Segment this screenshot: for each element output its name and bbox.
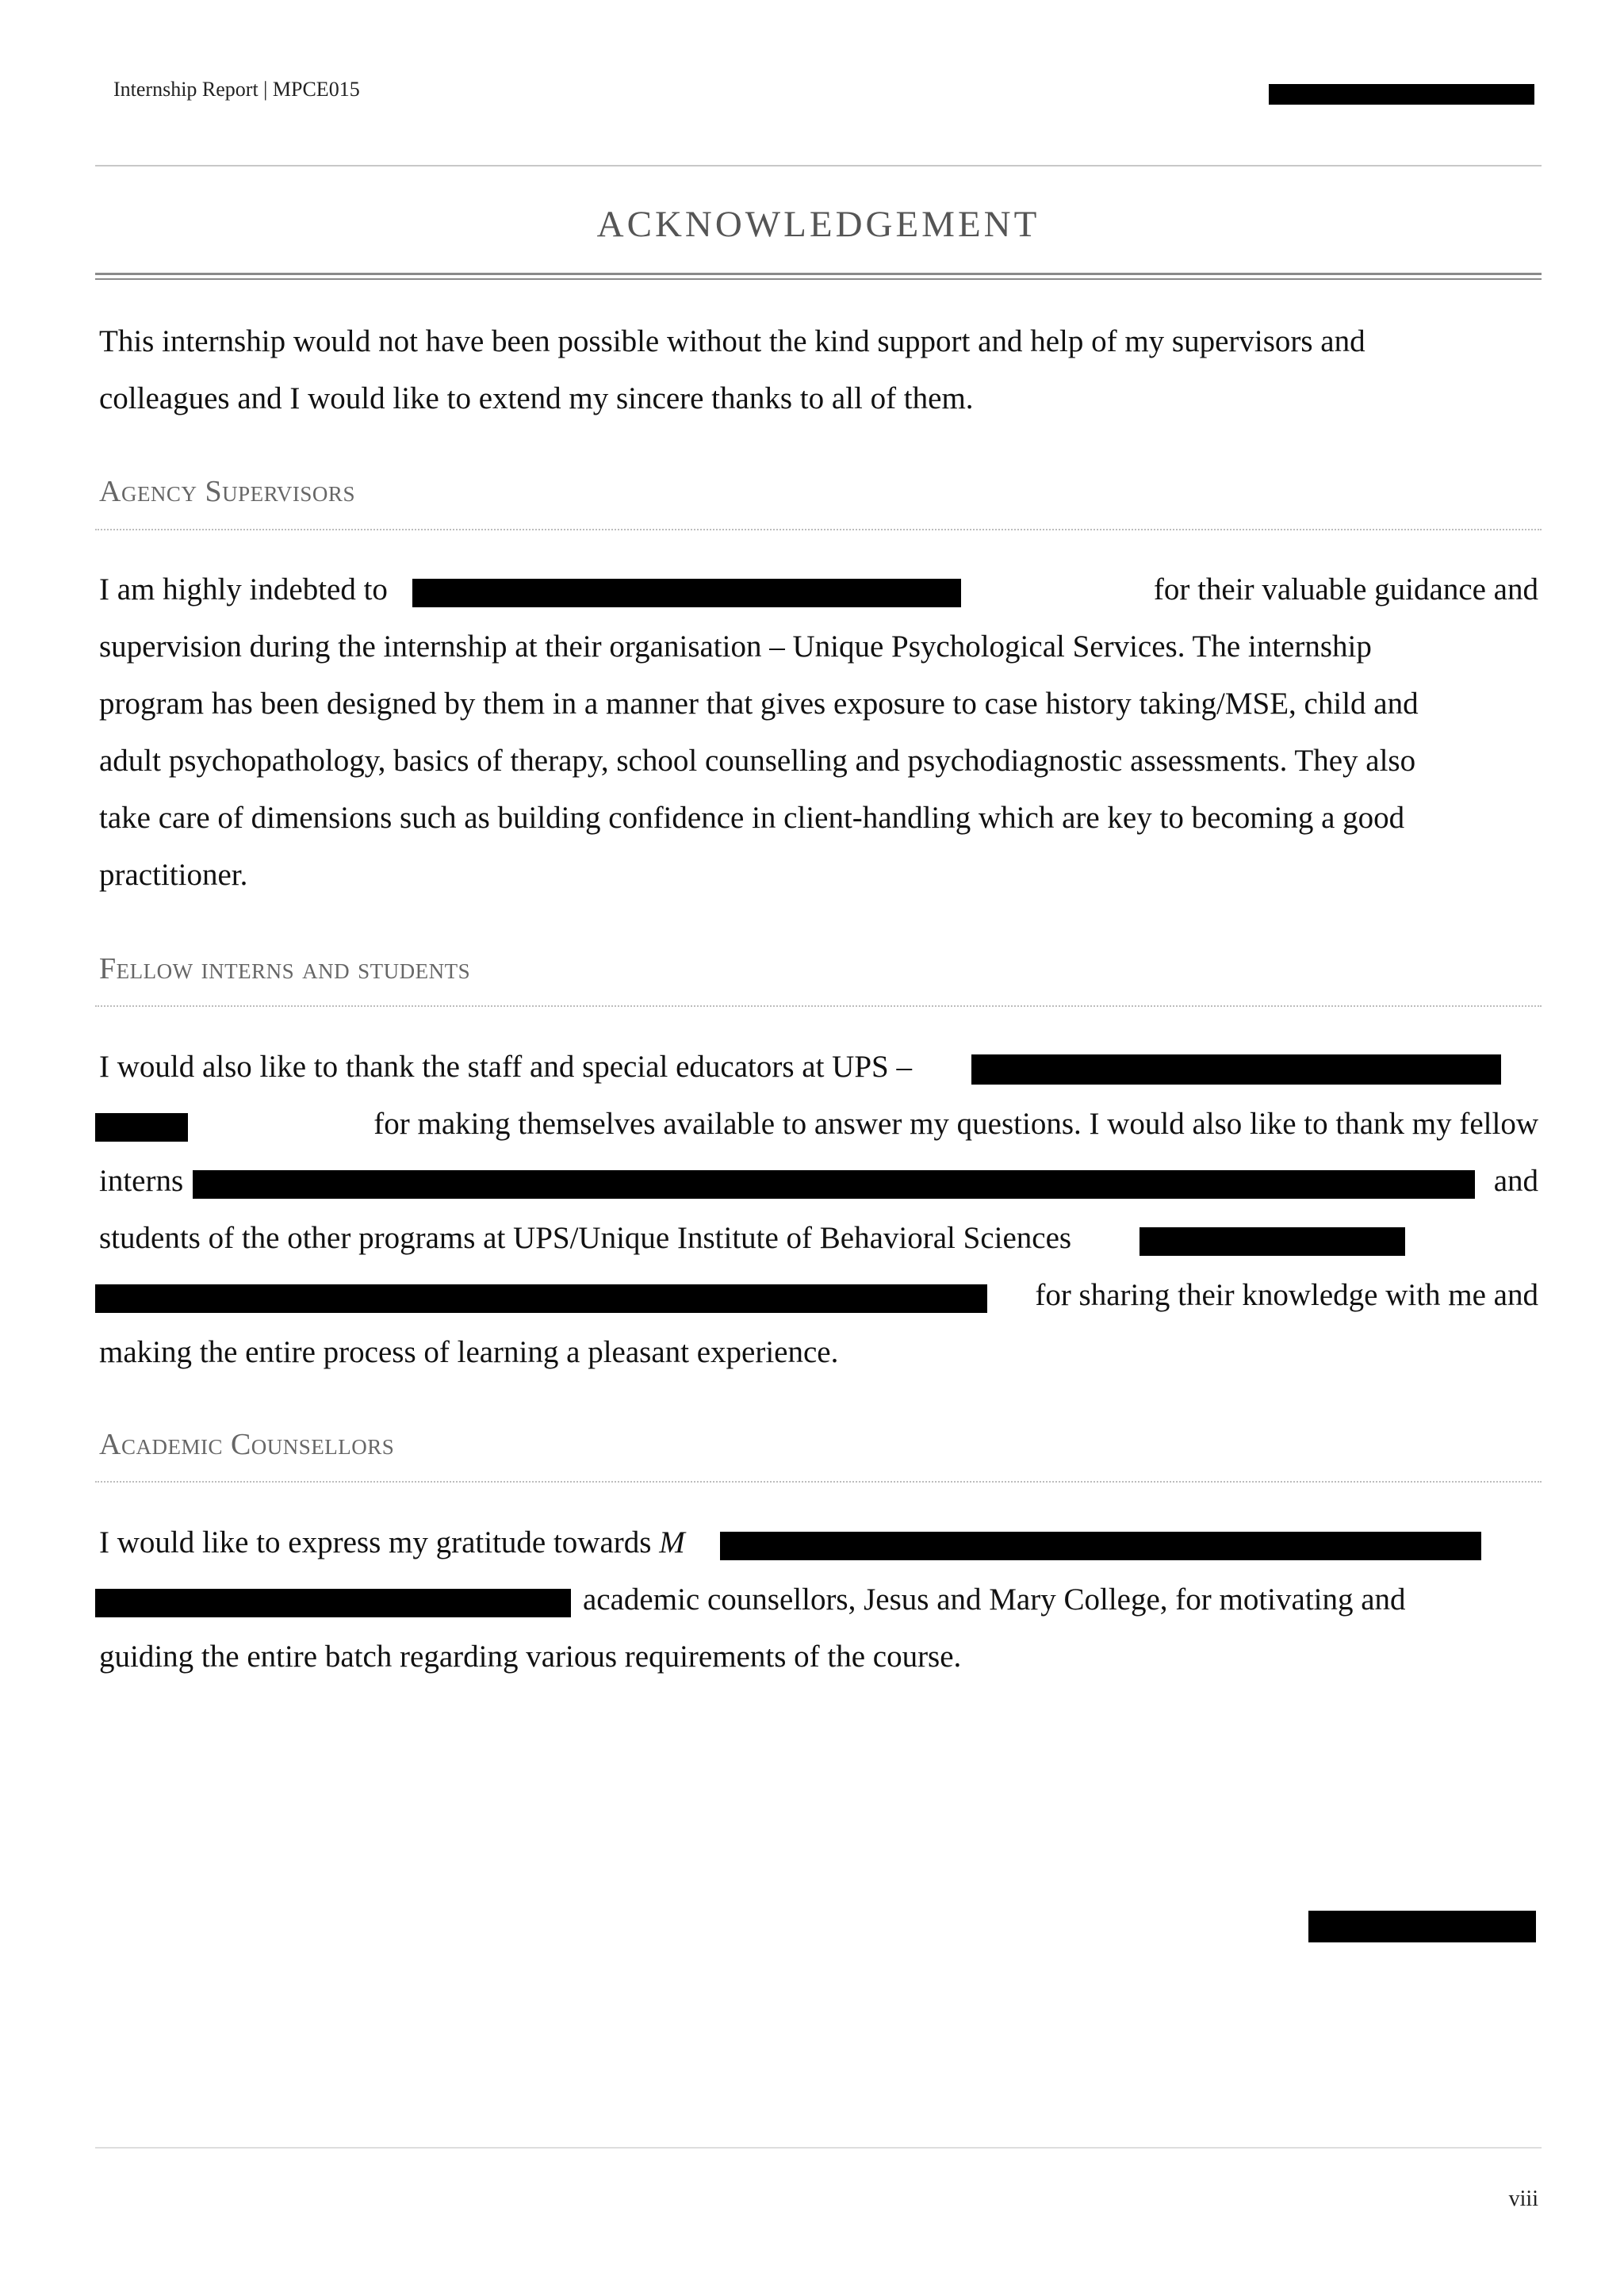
section-rule [95,1005,1542,1007]
fellow-line [99,1267,1538,1324]
fellow-line: making the entire process of learning a pleasant experience. [99,1335,839,1369]
fellow-text: interns [99,1164,184,1198]
signature-redaction [1308,1911,1536,1942]
redaction [971,1054,1501,1085]
agency-line: adult psychopathology, basics of therapy, school counselling and psychodiagnostic assessments. They also [99,744,1416,778]
section-heading-agency: Agency Supervisors [99,475,355,508]
agency-paragraph [99,561,1538,904]
header-redaction [1269,84,1534,105]
redaction [95,1113,188,1142]
section-heading-academic: Academic Counsellors [99,1428,395,1461]
title-rule-double [95,278,1542,280]
fellow-line [99,1096,1538,1153]
agency-line: supervision during the internship at their organisation – Unique Psychological Services. The internship [99,629,1372,664]
academic-text: I would like to express my gratitude towards [99,1525,652,1559]
academic-line: guiding the entire batch regarding various requirements of the course. [99,1640,962,1674]
section-rule [95,1481,1542,1483]
redaction [720,1532,1481,1560]
agency-line: program has been designed by them in a manner that gives exposure to case history taking/MSE, child and [99,687,1419,721]
redaction [193,1170,1475,1199]
fellow-text: for making themselves available to answer my questions. I would also like to thank my fellow [373,1107,1538,1141]
page-title: ACKNOWLEDGEMENT [596,204,1040,245]
header-rule [95,165,1542,166]
header-report-title: Internship Report | MPCE015 [113,78,360,101]
agency-text: for their valuable guidance and [1153,572,1538,607]
fellow-text: and [1493,1164,1538,1198]
redaction [95,1589,571,1617]
fellow-paragraph [99,1039,1538,1381]
fellow-line [99,1039,1538,1096]
agency-line: practitioner. [99,858,248,892]
section-heading-fellow: Fellow interns and students [99,952,471,985]
agency-text: I am highly indebted to [99,572,388,607]
redaction [95,1284,987,1313]
section-rule [95,529,1542,530]
academic-line [99,1514,1538,1571]
fellow-line [99,1153,1538,1210]
fellow-text: I would also like to thank the staff and special educators at UPS – [99,1050,912,1084]
footer-rule [95,2147,1542,2149]
academic-text-italic: M [659,1525,685,1559]
academic-text: academic counsellors, Jesus and Mary College, for motivating and [583,1582,1406,1617]
academic-line [99,1571,1538,1628]
fellow-text: for sharing their knowledge with me and [1035,1278,1538,1312]
intro-line: This internship would not have been possible without the kind support and help of my supervisors and [99,324,1365,358]
intro-line: colleagues and I would like to extend my sincere thanks to all of them. [99,381,974,415]
agency-line [99,561,1538,618]
academic-paragraph [99,1514,1538,1686]
fellow-line [99,1210,1538,1267]
agency-line: take care of dimensions such as building confidence in client-handling which are key to becoming a good [99,801,1405,835]
page-number: viii [1508,2187,1538,2211]
fellow-text: students of the other programs at UPS/Unique Institute of Behavioral Sciences [99,1221,1072,1255]
redaction [412,579,961,607]
intro-paragraph [99,313,1538,427]
title-rule [95,273,1542,275]
redaction [1139,1227,1405,1256]
